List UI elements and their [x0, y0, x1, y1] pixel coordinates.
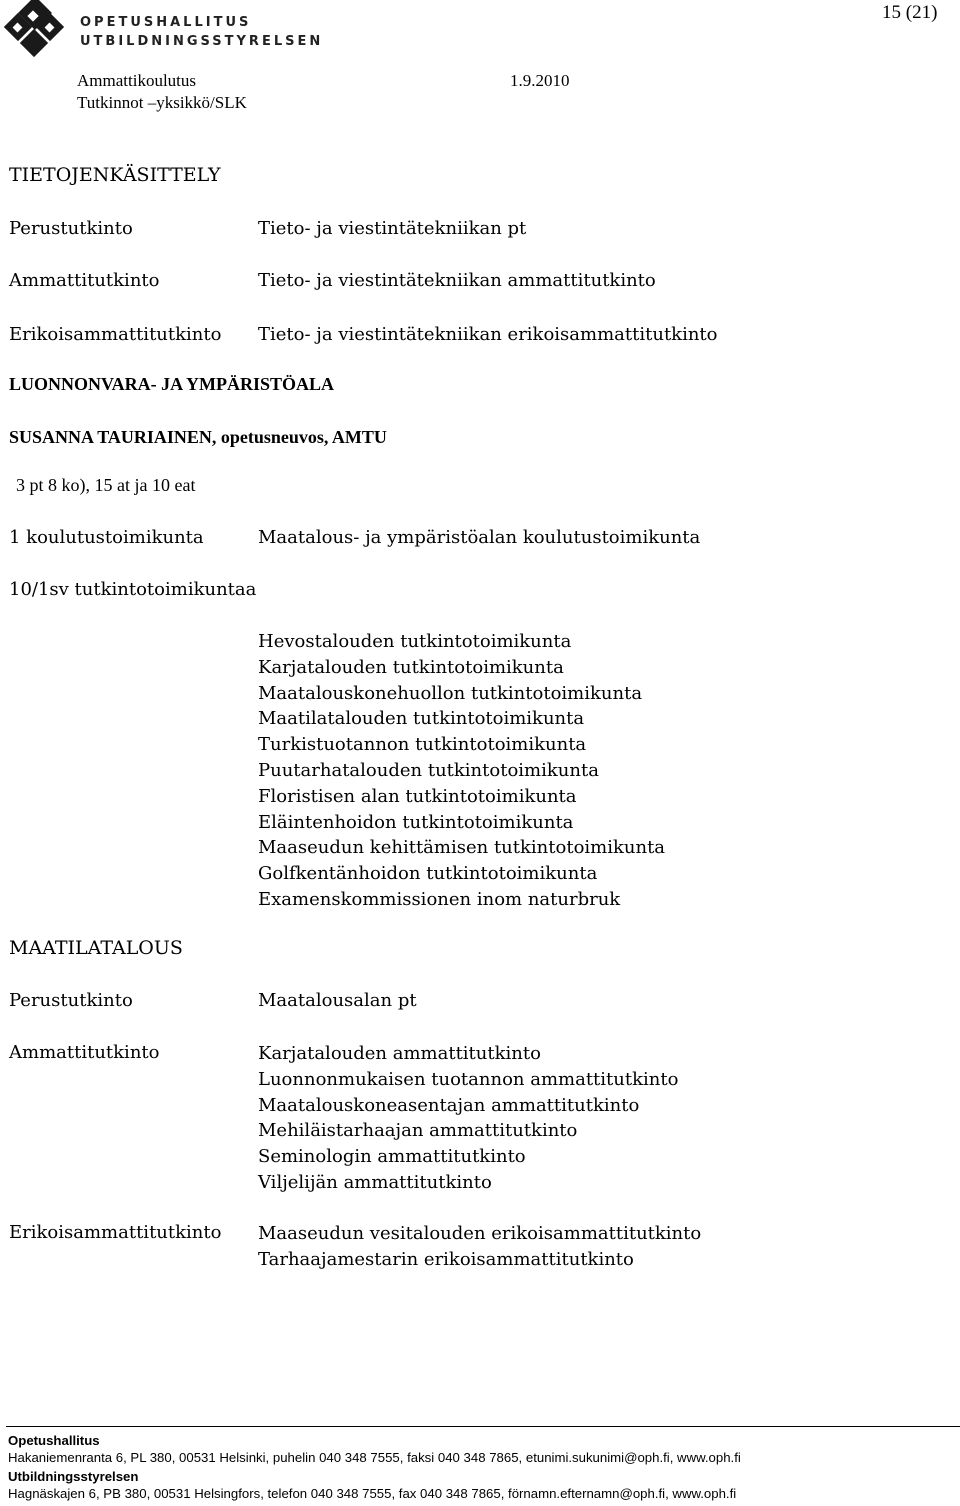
footer-org-fi: Opetushallitus — [8, 1433, 100, 1448]
list-item: Examenskommissionen inom naturbruk — [258, 888, 621, 910]
footer-address-fi: Hakaniemenranta 6, PL 380, 00531 Helsinki, puhelin 040 348 7555, faksi 040 348 7865, etunimi.sukunimi@oph.fi, www.oph.fi — [8, 1450, 741, 1465]
logo — [2, 0, 324, 70]
committee-value: Maatalous- ja ympäristöalan koulutustoimikunta — [258, 527, 701, 548]
list-item: Seminologin ammattitutkinto — [258, 1146, 526, 1168]
perus-label: Perustutkinto — [9, 990, 133, 1011]
list-item: Viljelijän ammattitutkinto — [258, 1171, 492, 1193]
contact-person: SUSANNA TAURIAINEN, opetusneuvos, AMTU — [9, 427, 387, 447]
section-heading-maatilatalous: MAATILATALOUS — [9, 937, 183, 959]
list-item: Golfkentänhoidon tutkintotoimikunta — [258, 863, 598, 885]
tieto-row-label: Erikoisammattitutkinto — [9, 324, 222, 345]
list-item: Turkistuotannon tutkintotoimikunta — [258, 734, 587, 756]
list-item: Maatalouskoneasentajan ammattitutkinto — [258, 1094, 640, 1116]
doc-type: Ammattikoulutus — [77, 71, 196, 90]
list-item: Maatilatalouden tutkintotoimikunta — [258, 708, 585, 730]
list-item: Puutarhatalouden tutkintotoimikunta — [258, 759, 599, 781]
section-heading-luonnonvara: LUONNONVARA- JA YMPÄRISTÖALA — [9, 374, 335, 394]
list-item: Karjatalouden tutkintotoimikunta — [258, 656, 564, 678]
exam-committees-label: 10/1sv tutkintotoimikuntaa — [9, 579, 257, 600]
ammatti-label: Ammattitutkinto — [9, 1042, 160, 1063]
list-item: Maaseudun kehittämisen tutkintotoimikunta — [258, 837, 666, 859]
summary-counts: 3 pt 8 ko), 15 at ja 10 eat — [16, 475, 196, 495]
page-number: 15 (21) — [882, 2, 938, 23]
tieto-row-value: Tieto- ja viestintätekniikan ammattitutkinto — [258, 270, 656, 291]
footer-org-sv: Utbildningsstyrelsen — [8, 1469, 139, 1484]
list-item: Mehiläistarhaajan ammattitutkinto — [258, 1120, 578, 1142]
erikois-list — [258, 1221, 701, 1273]
tieto-row-value: Tieto- ja viestintätekniikan erikoisammattitutkinto — [258, 324, 718, 345]
logo-text-sv: UTBILDNINGSSTYRELSEN — [80, 34, 324, 49]
list-item: Luonnonmukaisen tuotannon ammattitutkinto — [258, 1068, 679, 1090]
tieto-row-label: Ammattitutkinto — [9, 270, 160, 291]
list-item: Karjatalouden ammattitutkinto — [258, 1043, 541, 1064]
section-heading-tieto: TIETOJENKÄSITTELY — [9, 164, 221, 186]
tieto-row-value: Tieto- ja viestintätekniikan pt — [258, 218, 527, 239]
list-item: Eläintenhoidon tutkintotoimikunta — [258, 811, 574, 833]
list-item: Hevostalouden tutkintotoimikunta — [258, 631, 572, 652]
doc-date: 1.9.2010 — [510, 71, 570, 90]
list-item: Maatalouskonehuollon tutkintotoimikunta — [258, 682, 643, 704]
list-item: Floristisen alan tutkintotoimikunta — [258, 785, 577, 807]
doc-unit: Tutkinnot –yksikkö/SLK — [77, 93, 247, 112]
erikois-label: Erikoisammattitutkinto — [9, 1222, 222, 1243]
oph-logo-icon — [2, 0, 72, 66]
exam-committees-list — [258, 629, 665, 913]
committee-label: 1 koulutustoimikunta — [9, 527, 204, 548]
list-item: Maaseudun vesitalouden erikoisammattitutkinto — [258, 1223, 702, 1244]
footer-address-sv: Hagnäskajen 6, PB 380, 00531 Helsingfors, telefon 040 348 7555, fax 040 348 7865, förnamn.efternamn@oph.fi, www.oph.fi — [8, 1486, 737, 1501]
logo-text-fi: OPETUSHALLITUS — [80, 15, 252, 30]
ammatti-list — [258, 1041, 678, 1196]
list-item: Tarhaajamestarin erikoisammattitutkinto — [258, 1248, 634, 1270]
footer-divider — [6, 1426, 960, 1427]
perus-value: Maatalousalan pt — [258, 990, 417, 1011]
tieto-row-label: Perustutkinto — [9, 218, 133, 239]
